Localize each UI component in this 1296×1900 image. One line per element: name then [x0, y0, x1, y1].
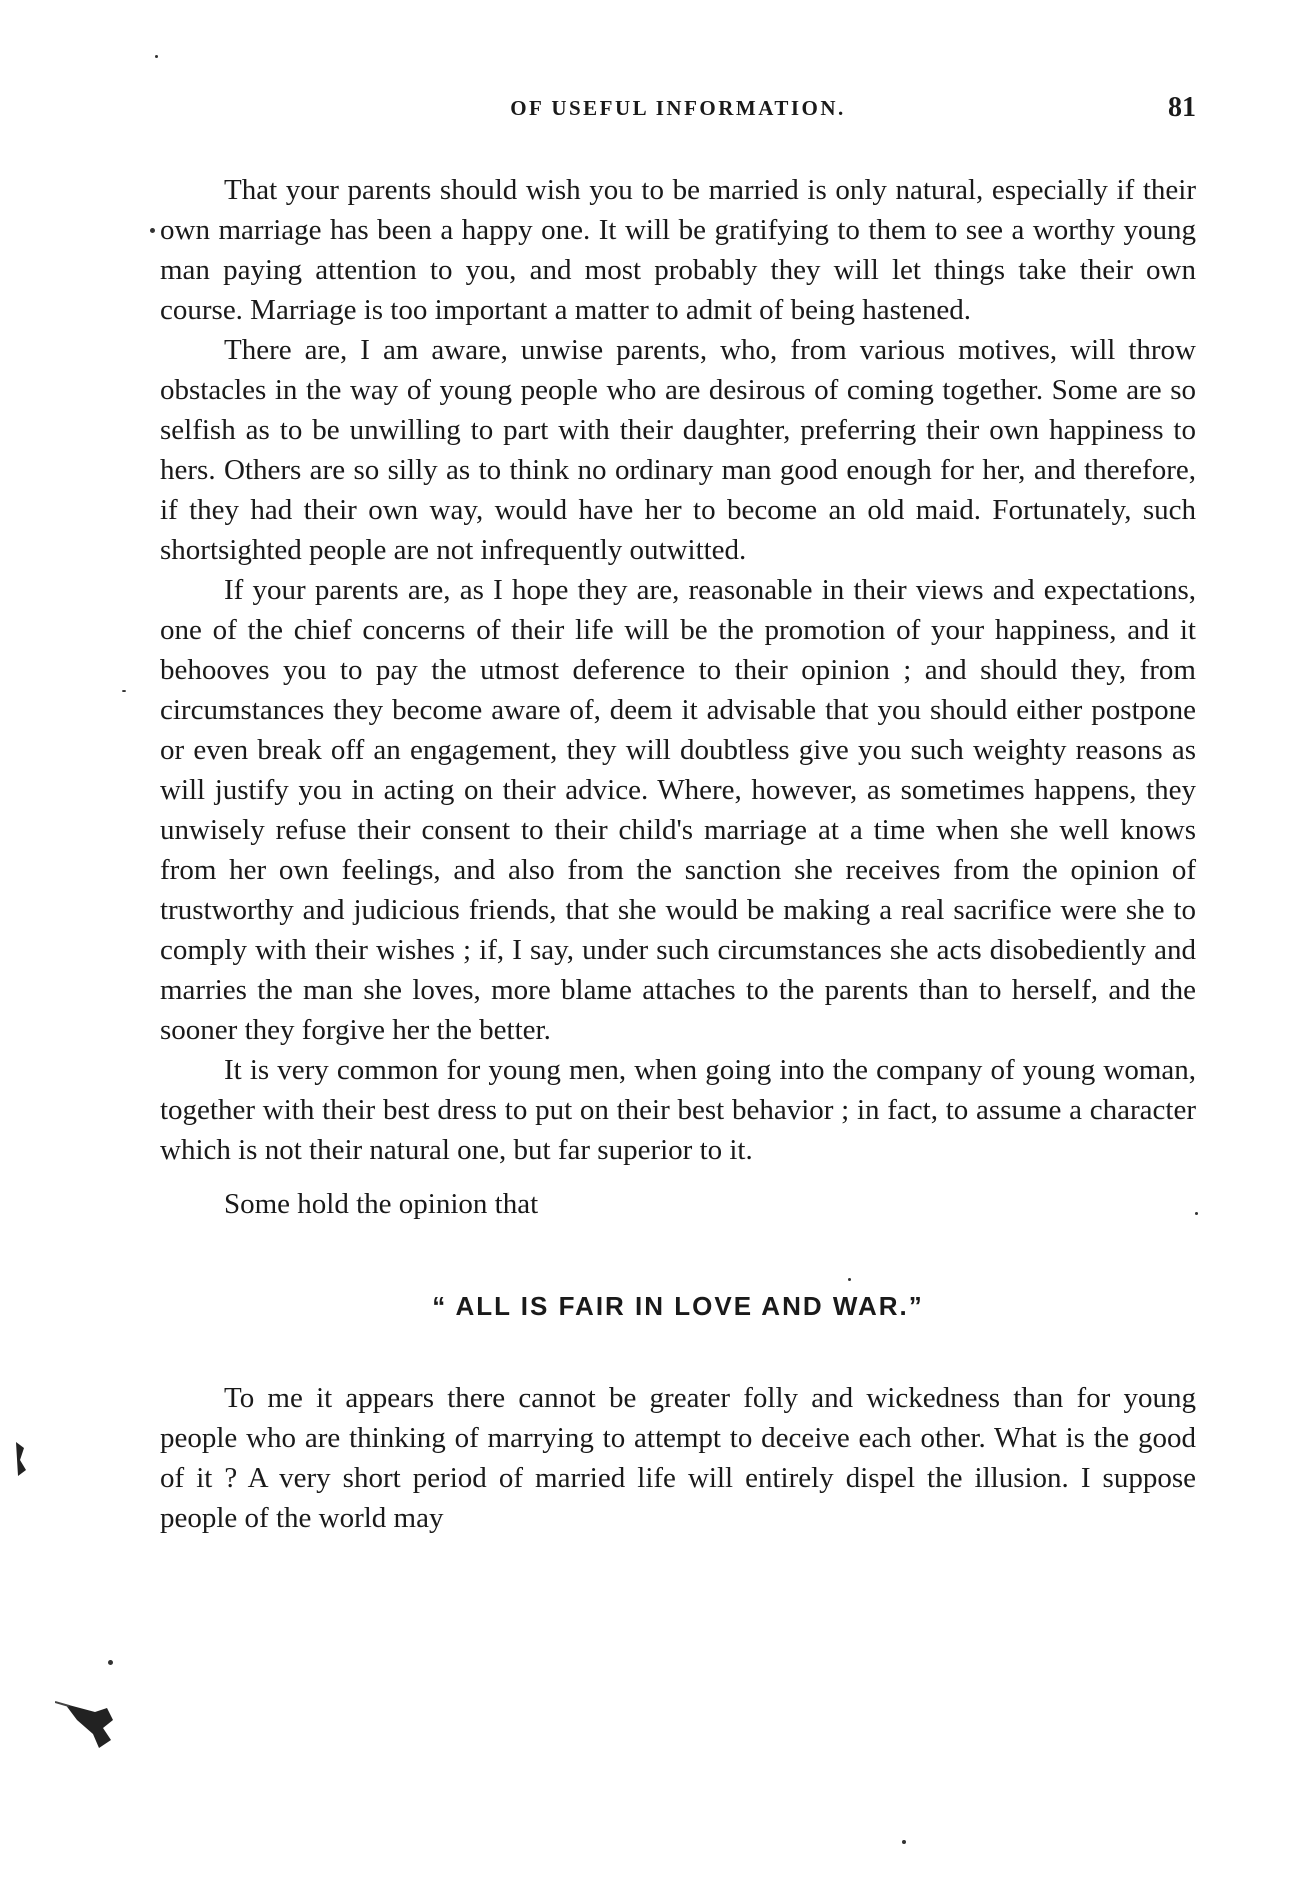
lead-in-line: Some hold the opinion that [224, 1188, 539, 1220]
ink-speck [108, 1660, 113, 1665]
edge-mark-decoration [10, 1440, 30, 1480]
section-heading: “ ALL IS FAIR IN LOVE AND WAR.” [432, 1291, 924, 1321]
ink-blot-decoration [55, 1690, 145, 1760]
paragraph-unwise-parents: There are, I am aware, unwise parents, who, from various motives, will throw obstacles in the way of young people who are desirous of coming together. Some are so selfish as to be unwilling to part with their daughter, preferring their own happiness to hers. Others are so silly as to think no ordinary man good enough for her, and therefore, if they had their own way, would have her to become an old maid. Fortunately, such shortsighted people are not infrequently outwitted. [160, 334, 1196, 566]
ink-speck [122, 690, 126, 692]
paragraph-reasonable-parents: If your parents are, as I hope they are, reasonable in their views and expectations, one of the chief concerns of their life will be the promotion of your happiness, and it behooves you to pay the utmost deference to their opinion ; and should they, from circumstances they become aware of, deem it advisable that you should either postpone or even break off an engagement, they will doubtless give you such weighty reasons as will justify you in acting on their advice. Where, however, as sometimes happens, they unwisely refuse their consent to their child's marriage at a time when she well knows from her own feelings, and also from the sanction she receives from the opinion of trustworthy and judicious friends, that she would be making a real sacrifice were she to comply with their wishes ; if, I say, under such circumstances she acts disobediently and marries the man she loves, more blame attaches to the parents than to herself, and the sooner they forgive her the better. [160, 574, 1196, 1046]
paragraph-deceive: To me it appears there cannot be greater folly and wickedness than for young people who are thinking of marrying to attempt to deceive each other. What is the good of it ? A very short period of married life will entirely dispel the illusion. I suppose people of the world may [160, 1382, 1196, 1534]
ink-speck [902, 1840, 906, 1844]
paragraph-parents-wish: That your parents should wish you to be married is only natural, especially if their own marriage has been a happy one. It will be gratifying to them to see a worthy young man paying attention to you, and most probably they will let things take their own course. Marriage is too important a matter to admit of being hastened. [160, 174, 1196, 326]
paragraph-young-men: It is very common for young men, when going into the company of young woman, together with their best dress to put on their best behavior ; in fact, to assume a character which is not their natural one, but far superior to it. [160, 1054, 1196, 1166]
page-header [160, 92, 1196, 136]
page-number: 81 [1168, 92, 1196, 123]
ink-speck [155, 55, 158, 58]
ink-speck [150, 228, 155, 233]
running-title: OF USEFUL INFORMATION. [510, 96, 846, 120]
body-text [160, 170, 1196, 1538]
ink-speck [1195, 1212, 1198, 1215]
ink-speck [848, 1278, 851, 1281]
